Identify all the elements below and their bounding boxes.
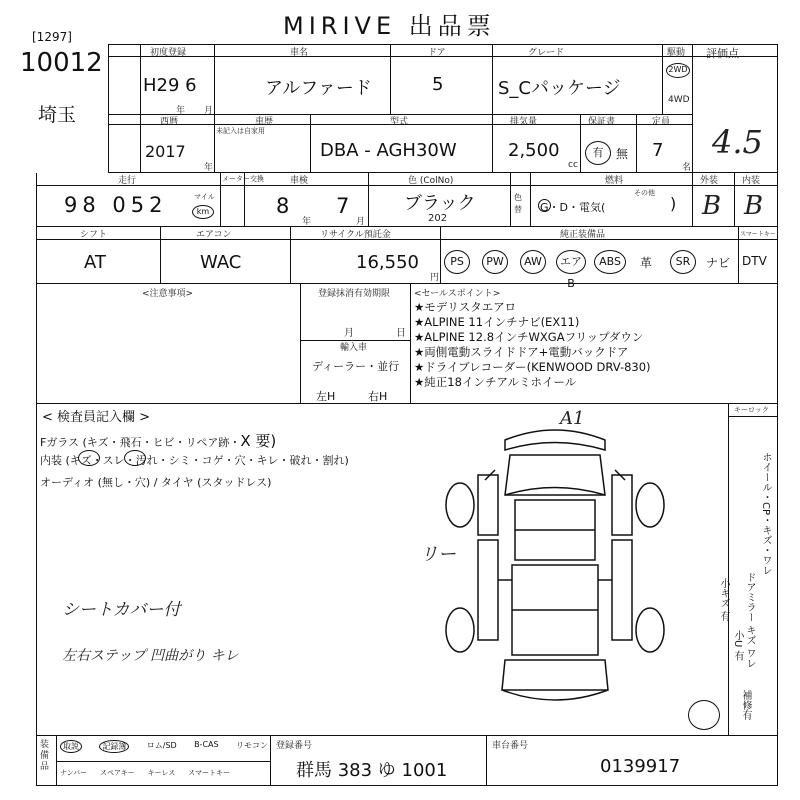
glass-options: Fガラス (キズ・飛石・ヒビ・リペア跡・ [40, 436, 241, 449]
sheet-title [283, 6, 496, 41]
recycle-label: リサイクル預託金 [320, 230, 391, 240]
equip-abs: ABS [594, 250, 626, 274]
sales-point: ★モデリスタエアロ [414, 300, 517, 314]
sales-point: ★ALPINE 12.8インチWXGAフリップダウン [414, 330, 644, 344]
inspection-month-unit: 月 [356, 217, 366, 227]
sales-points [414, 300, 651, 390]
interior-scratch-circle [78, 450, 100, 466]
sales-point: ★純正18インチアルミホイール [414, 375, 577, 389]
inspection-label: 車検 [290, 176, 309, 186]
score-value: 4.5 [712, 123, 763, 161]
door-value: 5 [432, 74, 444, 95]
grade-label: グレード [528, 48, 565, 58]
interior-grade: B [744, 191, 764, 221]
fuel-close-paren: ) [670, 194, 677, 213]
year-label: 西暦 [160, 117, 179, 127]
equip-navi: ナビ [706, 256, 731, 270]
glass-mark: X 要) [240, 432, 277, 450]
mileage-label: 走行 [118, 176, 137, 186]
key-lock-label: キーロック [734, 406, 769, 414]
warranty-no: 無 [616, 147, 629, 161]
cc-value: 2,500 [508, 140, 560, 161]
interior-line: 内装 (キズ・スレ・汚れ・シミ・コゲ・穴・キレ・破れ・割れ) [40, 454, 349, 467]
capacity-value: 7 [652, 140, 664, 161]
caution-label: <注意事項> [142, 289, 194, 299]
interior-dirt-circle [124, 450, 146, 466]
brand-name: MIRIVE [283, 12, 397, 40]
item-record: 記録簿 [99, 740, 129, 753]
footer-items-top [60, 740, 268, 753]
item-bcas: B-CAS [194, 740, 219, 749]
item-smart-key: スマートキー [188, 769, 230, 777]
equip-aw: AW [520, 250, 546, 274]
expiry-month: 月 [344, 328, 354, 339]
fuel-other: その他 [634, 189, 655, 197]
shift-label: シフト [80, 230, 108, 240]
capacity-unit: 名 [682, 163, 692, 173]
item-spare-key: スペアキー [100, 769, 135, 777]
reg-expiry-label: 登録抹消有効期限 [318, 289, 391, 299]
ac-label: エアコン [196, 230, 232, 240]
footer-items-bottom [60, 768, 230, 778]
handle-right: 右H [368, 390, 388, 403]
right-repair: 補修有 [740, 690, 751, 720]
color-value: ブラック [404, 193, 476, 214]
note-step-damage: 左右ステップ 凹曲がり キレ [62, 648, 239, 664]
chassis-label: 車台番号 [492, 741, 529, 751]
inspection-month: 7 [336, 194, 351, 218]
equip-dtv: DTV [742, 254, 767, 268]
year-unit-2: 年 [204, 163, 214, 173]
model-label: 車名 [290, 48, 309, 58]
score-label: 評価点 [706, 47, 739, 60]
first-reg-value: H29 6 [143, 75, 197, 96]
interior-label: 内装 [742, 176, 761, 186]
mileage-value: 98 052 [64, 193, 168, 217]
drive-2wd-circled: 2WD [666, 63, 690, 78]
type-value: DBA - AGH30W [320, 140, 457, 161]
sales-point: ★両側電動スライドドア+電動バックドア [414, 345, 629, 359]
equip-leather: 革 [640, 256, 653, 270]
history-note: 未記入は自家用 [216, 127, 265, 135]
color-label: 色 (ColNo) [408, 176, 454, 186]
right-legend: ホイール・CP・キズ・ワレ [760, 452, 771, 576]
item-manual: 取説 [60, 740, 82, 753]
plate-label: 登録番号 [276, 741, 313, 751]
recolor-label: 色替 [514, 193, 522, 214]
diagram-mark-r1: リー [420, 544, 456, 565]
lot-bracket: [1297] [32, 30, 72, 44]
right-legend-2: ドアミラー キズ ワレ [744, 572, 755, 669]
item-keyless: キーレス [147, 769, 176, 777]
equip-airbag: エアB [556, 250, 586, 274]
door-label: ドア [428, 48, 446, 58]
notes-section [36, 284, 778, 404]
glass-line [40, 430, 276, 451]
fuel-label: 燃料 [605, 176, 624, 186]
equip-label: 純正装備品 [560, 230, 606, 240]
item-plate: ナンバー [60, 769, 88, 777]
shift-value: AT [84, 252, 106, 273]
audio-tire-line: オーディオ (無し・穴) / タイヤ (スタッドレス) [40, 476, 272, 489]
exterior-label: 外装 [700, 176, 719, 186]
capacity-label: 定員 [652, 117, 671, 127]
recycle-unit: 円 [430, 273, 440, 283]
dealer-parallel: ディーラー・並行 [312, 360, 400, 373]
meter-label: メーター交換 [222, 175, 264, 183]
mileage-unit-km-circled: km [192, 205, 214, 219]
cc-unit: cc [568, 160, 578, 170]
fuel-options: G・D・電気( [540, 201, 606, 214]
drive-4wd: 4WD [668, 95, 690, 105]
first-reg-label: 初度登録 [150, 48, 187, 58]
equip-sunroof: SR [670, 250, 696, 274]
right-small-u: 小U 有 [732, 630, 743, 661]
history-label: 車歴 [255, 117, 274, 127]
ac-value: WAC [200, 252, 242, 273]
item-rom: ロム/SD [146, 741, 177, 750]
expiry-day: 日 [396, 328, 406, 339]
equip-ps: PS [444, 250, 470, 274]
warranty-label: 保証書 [588, 117, 616, 127]
month-unit: 月 [204, 106, 214, 116]
model-value: アルファード [265, 78, 372, 99]
warranty-yes-circled: 有 [585, 141, 611, 165]
mileage-unit-mile: マイル [194, 193, 215, 201]
plate-value: 群馬 383 ゆ 1001 [296, 760, 448, 781]
inspector-title: < 検査員記入欄 > [42, 410, 151, 425]
note-seat-cover: シートカバー付 [62, 600, 181, 620]
car-diagram [440, 420, 670, 720]
inspection-year: 8 [276, 194, 291, 218]
year-unit: 年 [176, 106, 186, 116]
inspection-year-unit: 年 [302, 217, 312, 227]
cc-label: 排気量 [510, 117, 538, 127]
equip-pw: PW [482, 250, 508, 274]
handle-left: 左H [316, 390, 336, 403]
items-label: 装備品 [40, 740, 50, 772]
import-label: 輸入車 [340, 343, 368, 353]
sales-point: ★ドライブレコーダー(KENWOOD DRV-830) [414, 360, 651, 374]
title-suffix: 出品票 [408, 12, 496, 40]
sales-label: <セールスポイント> [414, 289, 501, 299]
grade-value: S_Cパッケージ [498, 78, 621, 99]
color-number: 202 [428, 213, 448, 224]
right-small-scratch: 小キズ 有 [718, 578, 729, 622]
diagram-mark-a1: A1 [560, 408, 585, 429]
recycle-value: 16,550 [356, 252, 419, 273]
lot-number: 10012 [20, 48, 103, 78]
item-remote: リモコン [235, 741, 268, 750]
chassis-value: 0139917 [600, 756, 681, 777]
stalk-label: スマートキー [740, 231, 776, 238]
exterior-grade: B [702, 191, 722, 221]
spare-tire-circle [688, 700, 720, 730]
year-value: 2017 [145, 142, 186, 161]
sales-point: ★ALPINE 11インチナビ(EX11) [414, 315, 580, 329]
equipment-list [444, 250, 774, 290]
region: 埼玉 [38, 104, 77, 126]
type-label: 型式 [390, 117, 409, 127]
drive-label: 駆動 [667, 48, 686, 58]
